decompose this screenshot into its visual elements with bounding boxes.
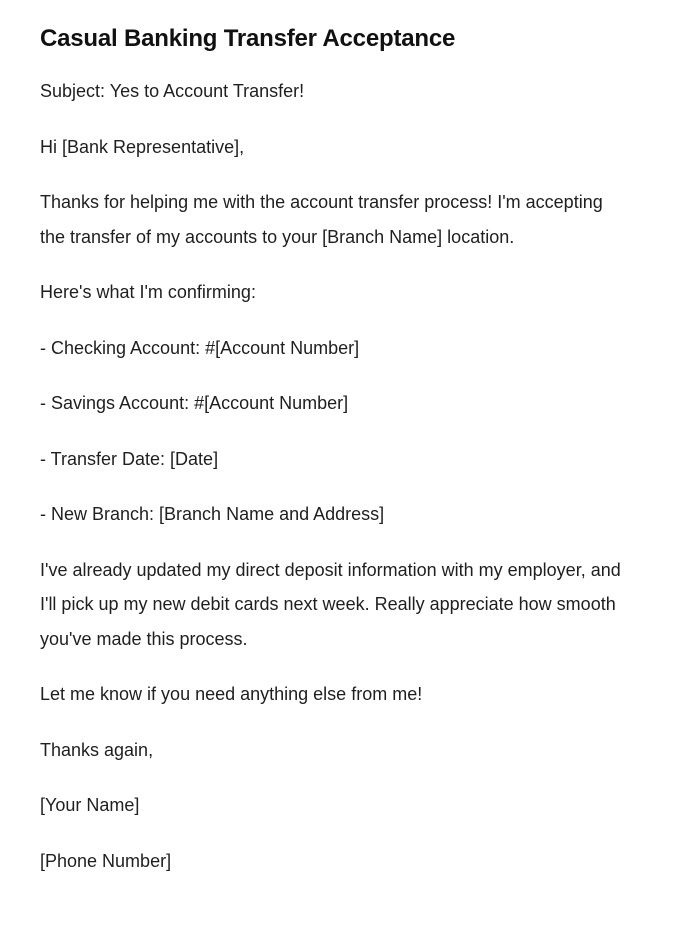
list-item: - Transfer Date: [Date] xyxy=(40,448,219,469)
paragraph-name-field: [Your Name] xyxy=(40,795,140,815)
page-title: Casual Banking Transfer Acceptance xyxy=(40,25,456,52)
paragraph-phone-field: [Phone Number] xyxy=(40,850,172,871)
paragraph-closing-ask: Let me know if you need anything else from me! xyxy=(40,684,423,704)
paragraph-greeting: Hi [Bank Representative], xyxy=(40,136,245,157)
list-item: - New Branch: [Branch Name and Address] xyxy=(40,504,385,524)
paragraph-signoff: Thanks again, xyxy=(40,739,154,760)
list-item: - Checking Account: #[Account Number] xyxy=(40,337,360,358)
paragraph-details: I've already updated my direct deposit information with my employer, and I'll pick up my new debit cards next week. Really appreciate how smooth you've made this process. xyxy=(40,559,626,649)
list-item: - Savings Account: #[Account Number] xyxy=(40,393,349,413)
paragraph-intro: Thanks for helping me with the account transfer process! I'm accepting the transfer of my accounts to your [Branch Name] location. xyxy=(40,192,608,247)
paragraph-subject: Subject: Yes to Account Transfer! xyxy=(40,81,305,101)
document-body xyxy=(40,74,626,878)
paragraph-confirm-lead: Here's what I'm confirming: xyxy=(40,282,256,302)
